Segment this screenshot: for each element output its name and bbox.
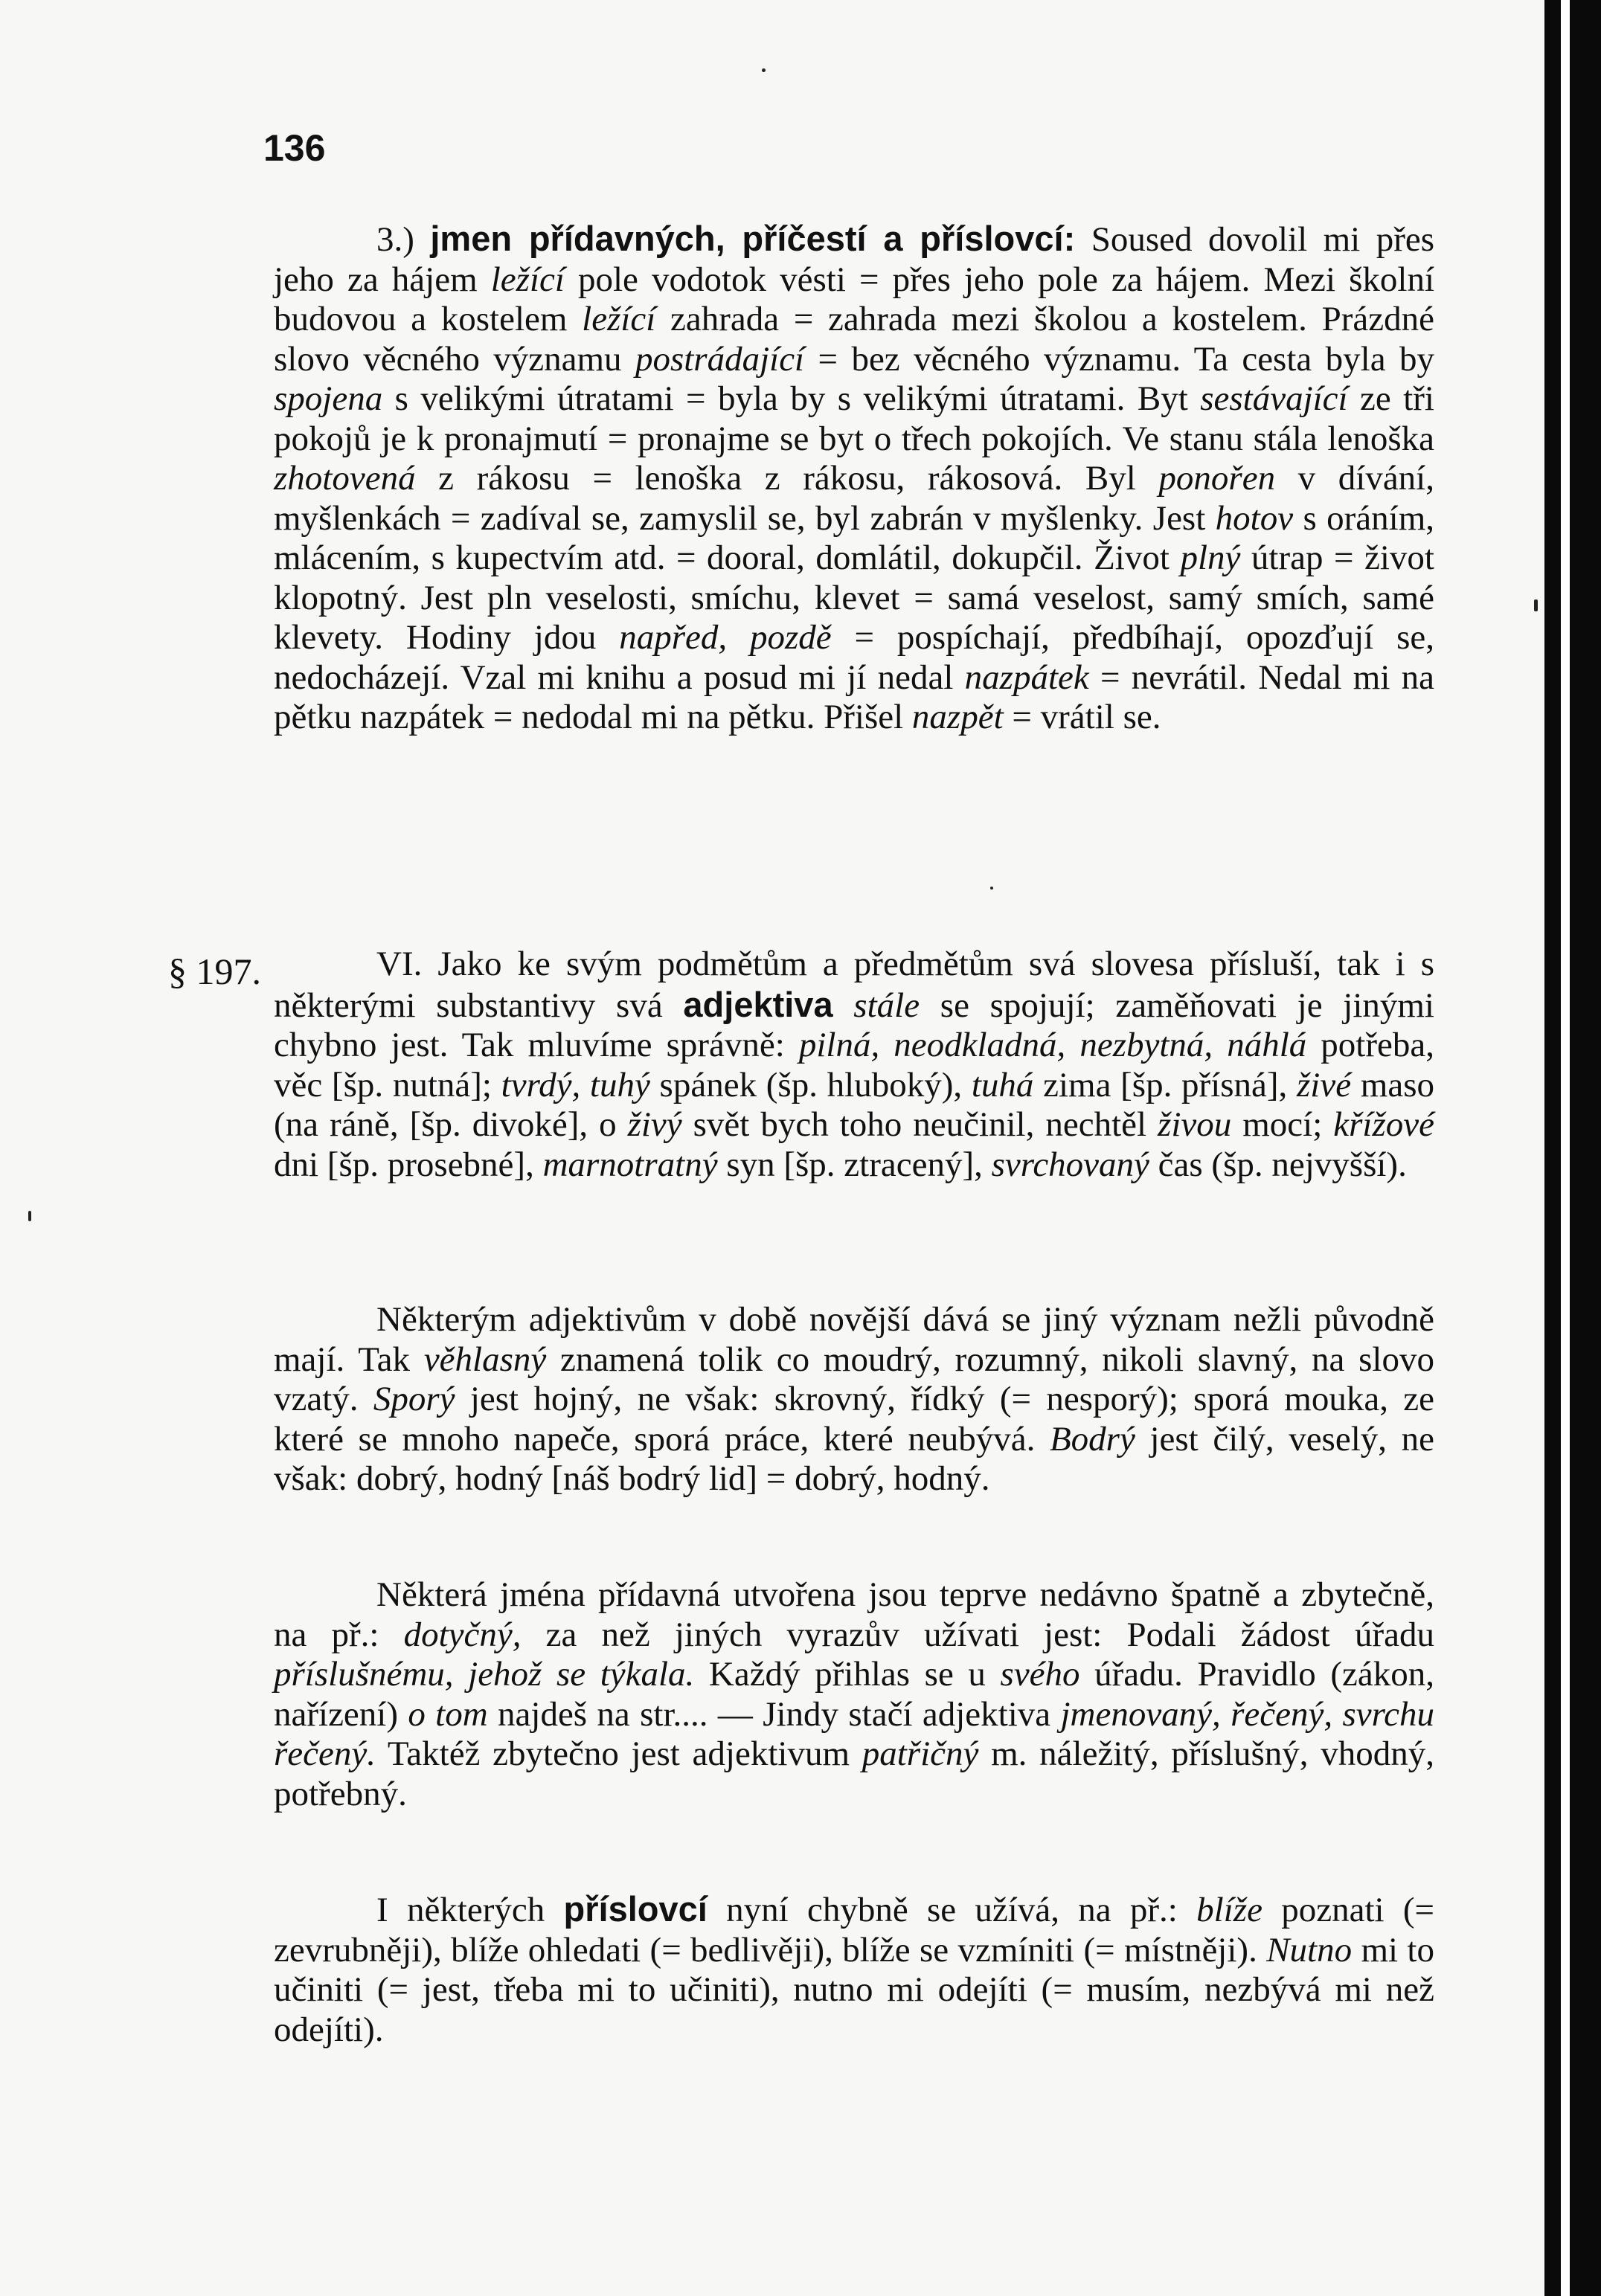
page-number: 136 (263, 127, 326, 169)
scan-speck (762, 68, 766, 72)
paragraph-adverbs: I některých příslovcí nyní chybně se užívá, na př.: blíže poznati (= zevrubněji), blíže ohledati (= bedlivěji), blíže se vzmíniti (= místněji). Nutno mi to učiniti (= jest, třeba mi to učiniti), nutno mi odejíti (= musím, nezbývá mi než odejíti). (274, 1889, 1435, 2049)
scan-border-strip (1561, 0, 1570, 2296)
paragraph-new-adjectives: Některá jména přídavná utvořena jsou teprve nedávno špatně a zbytečně, na př.: dotyčný, za než jiných vyrazův užívati jest: Podali žádost úřadu příslušnému, jehož se týkala. Každý přihlas se u svého úřadu. Pravidlo (zákon, nařízení) o tom najdeš na str.... — Jindy stačí adjektiva jmenovaný, řečený, svrchu řečený. Taktéž zbytečno jest adjektivum patřičný m. náležitý, příslušný, vhodný, potřebný. (274, 1575, 1434, 1813)
scan-speck (990, 887, 993, 890)
paragraph-adjective-meanings: Některým adjektivům v době novější dává se jiný význam nežli původně mají. Tak věhlasný znamená tolik co moudrý, rozumný, nikoli slavný, na slovo vzatý. Sporý jest hojný, ne však: skrovný, řídký (= nesporý); sporá mouka, ze které se mnoho napeče, sporá práce, které neubývá. Bodrý jest čilý, veselý, ne však: dobrý, hodný [náš bodrý lid] = dobrý, hodný. (274, 1300, 1434, 1498)
scan-speck (1534, 599, 1538, 611)
section-number: § 197. (168, 951, 261, 992)
scan-speck (28, 1211, 31, 1221)
paragraph-section-197: VI. Jako ke svým podmětům a předmětům svá slovesa přísluší, tak i s některými substantivy svá adjektiva stále se spojují; zaměňovati je jinými chybno jest. Tak mluvíme správně: pilná, neodkladná, nezbytná, náhlá potřeba, věc [šp. nutná]; tvrdý, tuhý spánek (šp. hluboký), tuhá zima [šp. přísná], živé maso (na ráně, [šp. divoké], o živý svět bych toho neučinil, nechtěl živou mocí; křížové dni [šp. prosebné], marnotratný syn [šp. ztracený], svrchovaný čas (šp. nejvyšší). (274, 945, 1435, 1184)
scan-border (1544, 0, 1601, 2296)
paragraph-adjectives-participles: 3.) jmen přídavných, příčestí a příslovcí: Soused dovolil mi přes jeho za hájem ležící pole vodotok vésti = přes jeho pole za hájem. Mezi školní budovou a kostelem ležící zahrada = zahrada mezi školou a kostelem. Prázdné slovo věcného významu postrádající = bez věcného významu. Ta cesta byla by spojena s velikými útratami = byla by s velikými útratami. Byt sestávající ze tři pokojů je k pronajmutí = pronajme se byt o třech pokojích. Ve stanu stála lenoška zhotovená z rákosu = lenoška z rákosu, rákosová. Byl ponořen v dívání, myšlenkách = zadíval se, zamyslil se, byl zabrán v myšlenky. Jest hotov s oráním, mlácením, s kupectvím atd. = dooral, domlátil, dokupčil. Život plný útrap = život klopotný. Jest pln veselosti, smíchu, klevet = samá veselost, samý smích, samé klevety. Hodiny jdou napřed, pozdě = pospíchají, předbíhají, opozďují se, nedocházejí. Vzal mi knihu a posud mi jí nedal nazpátek = nevrátil. Nedal mi na pětku nazpátek = nedodal mi na pětku. Přišel nazpět = vrátil se. (274, 219, 1435, 736)
